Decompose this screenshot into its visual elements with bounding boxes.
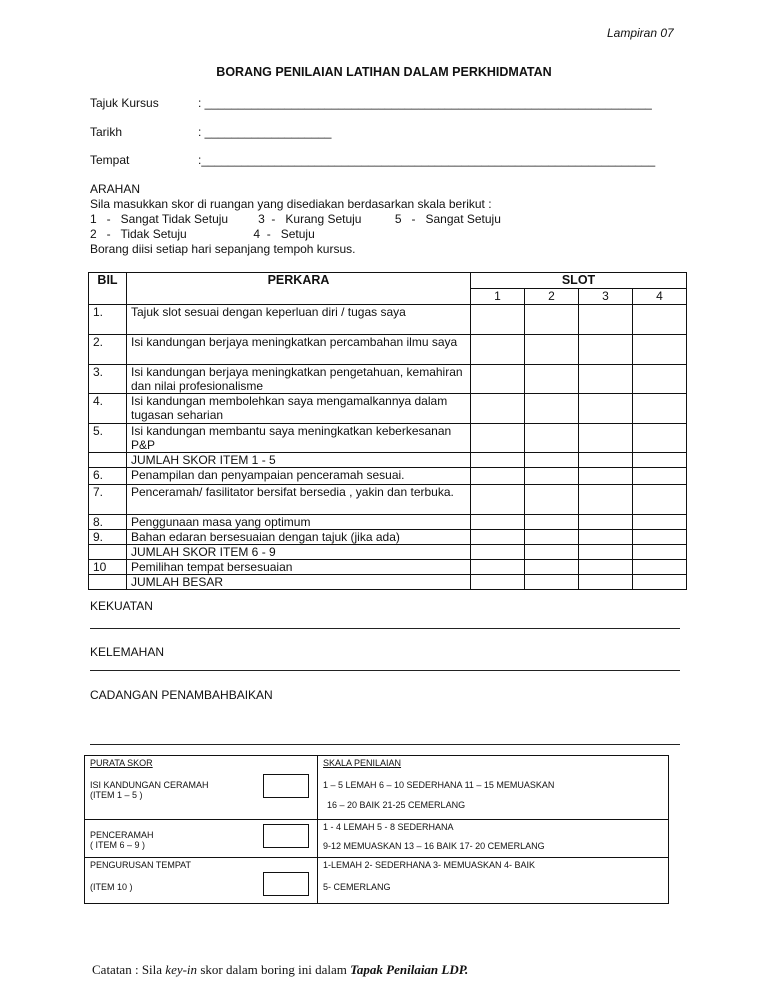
row-perkara: Bahan edaran bersesuaian dengan tajuk (jika ada) [127,530,471,545]
average-score-header: PURATA SKOR [90,758,153,768]
score-cell[interactable] [633,468,687,485]
total-row [89,575,687,590]
instructions-intro: Sila masukkan skor di ruangan yang disediakan berdasarkan skala berikut : [90,197,492,211]
slot-3-header: 3 [579,289,633,305]
venue-scale-line-1: 1-LEMAH 2- SEDERHANA 3- MEMUASKAN 4- BAIK [323,860,536,870]
score-cell[interactable] [471,394,525,424]
score-cell[interactable] [579,545,633,560]
row-bil: 1. [89,305,127,335]
table-row [89,515,687,530]
row-bil: 5. [89,424,127,453]
speaker-scale-line-1: 1 - 4 LEMAH 5 - 8 SEDERHANA [323,822,454,832]
appendix-label: Lampiran 07 [607,26,674,40]
table-row [89,530,687,545]
speaker-score-label: PENCERAMAH [90,830,154,840]
speaker-scale-line-2: 9-12 MEMUASKAN 13 – 16 BAIK 17- 20 CEMERLANG [323,841,545,851]
scale-line-2: 2 - Tidak Setuju 4 - Setuju [90,227,315,241]
score-cell[interactable] [525,424,579,453]
table-row [89,305,687,335]
table-row [89,424,687,453]
score-cell[interactable] [525,515,579,530]
row-perkara: Tajuk slot sesuai dengan keperluan diri / tugas saya [127,305,471,335]
row-perkara: Isi kandungan berjaya meningkatkan pengetahuan, kemahiran dan nilai profesionalisme [127,365,471,394]
score-cell[interactable] [471,305,525,335]
score-cell[interactable] [525,575,579,590]
course-title-label: Tajuk Kursus [90,96,159,110]
row-bil [89,453,127,468]
col-perkara-header: PERKARA [127,273,471,305]
score-cell[interactable] [525,453,579,468]
score-cell[interactable] [579,335,633,365]
score-cell[interactable] [579,365,633,394]
evaluation-table [88,272,687,590]
table-row [89,468,687,485]
scale-line-1: 1 - Sangat Tidak Setuju 3 - Kurang Setuju 5 - Sangat Setuju [90,212,501,226]
score-cell[interactable] [633,424,687,453]
score-cell[interactable] [525,394,579,424]
form-title: BORANG PENILAIAN LATIHAN DALAM PERKHIDMATAN [216,65,552,79]
score-cell[interactable] [471,485,525,515]
instructions-note: Borang diisi setiap hari sepanjang tempoh kursus. [90,242,356,256]
score-cell[interactable] [525,365,579,394]
score-cell[interactable] [579,515,633,530]
score-cell[interactable] [471,365,525,394]
footnote-keyin: key-in [165,962,198,977]
score-cell[interactable] [633,365,687,394]
row-perkara: JUMLAH BESAR [127,575,471,590]
row-bil: 4. [89,394,127,424]
slot-4-header: 4 [633,289,687,305]
score-cell[interactable] [471,424,525,453]
score-cell[interactable] [633,453,687,468]
score-cell[interactable] [525,335,579,365]
row-perkara: JUMLAH SKOR ITEM 6 - 9 [127,545,471,560]
score-cell[interactable] [471,515,525,530]
date-label: Tarikh [90,125,123,139]
speaker-score-items: ( ITEM 6 – 9 ) [90,840,146,850]
date-field[interactable]: : ___________________ [198,125,332,139]
venue-field[interactable]: :____________________________________________________________________ [198,153,656,167]
row-bil: 10 [89,560,127,575]
venue-score-box[interactable] [263,872,309,896]
footnote-ldp: Tapak Penilaian LDP. [350,962,469,977]
score-cell[interactable] [471,530,525,545]
score-cell[interactable] [633,545,687,560]
row-perkara: Penceramah/ fasilitator bersifat bersedia , yakin dan terbuka. [127,485,471,515]
content-score-box[interactable] [263,774,309,798]
row-perkara: Pemilihan tempat bersesuaian [127,560,471,575]
venue-score-label: PENGURUSAN TEMPAT [90,860,192,870]
footnote [92,962,468,978]
subtotal-row [89,545,687,560]
score-cell[interactable] [633,515,687,530]
row-bil: 7. [89,485,127,515]
score-cell[interactable] [633,575,687,590]
table-row [89,485,687,515]
row-bil: 6. [89,468,127,485]
slot-1-header: 1 [471,289,525,305]
row-perkara: Penggunaan masa yang optimum [127,515,471,530]
row-bil: 9. [89,530,127,545]
speaker-score-box[interactable] [263,824,309,848]
score-cell[interactable] [525,305,579,335]
score-cell[interactable] [471,335,525,365]
score-cell[interactable] [579,468,633,485]
scale-header: SKALA PENILAIAN [323,758,402,768]
score-cell[interactable] [579,424,633,453]
venue-score-items: (ITEM 10 ) [90,882,133,892]
score-cell[interactable] [579,575,633,590]
score-cell[interactable] [471,468,525,485]
score-cell[interactable] [471,575,525,590]
score-cell[interactable] [471,560,525,575]
col-slot-header: SLOT [471,273,687,289]
strengths-label: KEKUATAN [90,599,153,613]
content-score-items: (ITEM 1 – 5 ) [90,790,143,800]
row-bil: 3. [89,365,127,394]
footnote-prefix: Catatan : Sila [92,962,166,977]
subtotal-row [89,453,687,468]
weaknesses-label: KELEMAHAN [90,645,165,659]
table-row [89,335,687,365]
score-cell[interactable] [525,530,579,545]
score-cell[interactable] [525,468,579,485]
score-cell[interactable] [525,560,579,575]
weaknesses-line[interactable] [90,670,680,671]
table-row [89,365,687,394]
col-bil-header: BIL [89,273,127,305]
score-cell[interactable] [633,305,687,335]
score-cell[interactable] [471,453,525,468]
venue-scale-line-2: 5- CEMERLANG [323,882,391,892]
venue-label: Tempat [90,153,130,167]
score-cell[interactable] [525,485,579,515]
row-perkara: Isi kandungan membantu saya meningkatkan keberkesanan P&P [127,424,471,453]
row-perkara: Isi kandungan membolehkan saya mengamalkannya dalam tugasan seharian [127,394,471,424]
suggestions-line[interactable] [90,744,680,745]
score-cell[interactable] [579,530,633,545]
row-perkara: Isi kandungan berjaya meningkatkan percambahan ilmu saya [127,335,471,365]
suggestions-label: CADANGAN PENAMBAHBAIKAN [90,688,273,702]
row-bil [89,545,127,560]
score-cell[interactable] [579,485,633,515]
score-cell[interactable] [579,453,633,468]
score-cell[interactable] [633,530,687,545]
instructions-heading: ARAHAN [90,182,141,196]
row-perkara: JUMLAH SKOR ITEM 1 - 5 [127,453,471,468]
score-cell[interactable] [525,545,579,560]
slot-2-header: 2 [525,289,579,305]
score-cell[interactable] [633,485,687,515]
score-cell[interactable] [633,335,687,365]
row-bil [89,575,127,590]
score-table [84,755,669,904]
row-bil: 2. [89,335,127,365]
score-cell[interactable] [471,545,525,560]
score-cell[interactable] [633,394,687,424]
course-title-field[interactable]: : ___________________________________________________________________ [198,96,652,110]
content-score-label: ISI KANDUNGAN CERAMAH [90,780,209,790]
row-perkara: Penampilan dan penyampaian penceramah sesuai. [127,468,471,485]
score-cell[interactable] [579,305,633,335]
score-cell[interactable] [579,560,633,575]
table-row [89,560,687,575]
strengths-line[interactable] [90,628,680,629]
content-scale-line-1: 1 – 5 LEMAH 6 – 10 SEDERHANA 11 – 15 MEMUASKAN [323,780,555,790]
score-cell[interactable] [633,560,687,575]
footnote-middle: skor dalam boring ini dalam [197,962,351,977]
score-cell[interactable] [579,394,633,424]
content-scale-line-2: 16 – 20 BAIK 21-25 CEMERLANG [327,800,466,810]
row-bil: 8. [89,515,127,530]
table-row [89,394,687,424]
